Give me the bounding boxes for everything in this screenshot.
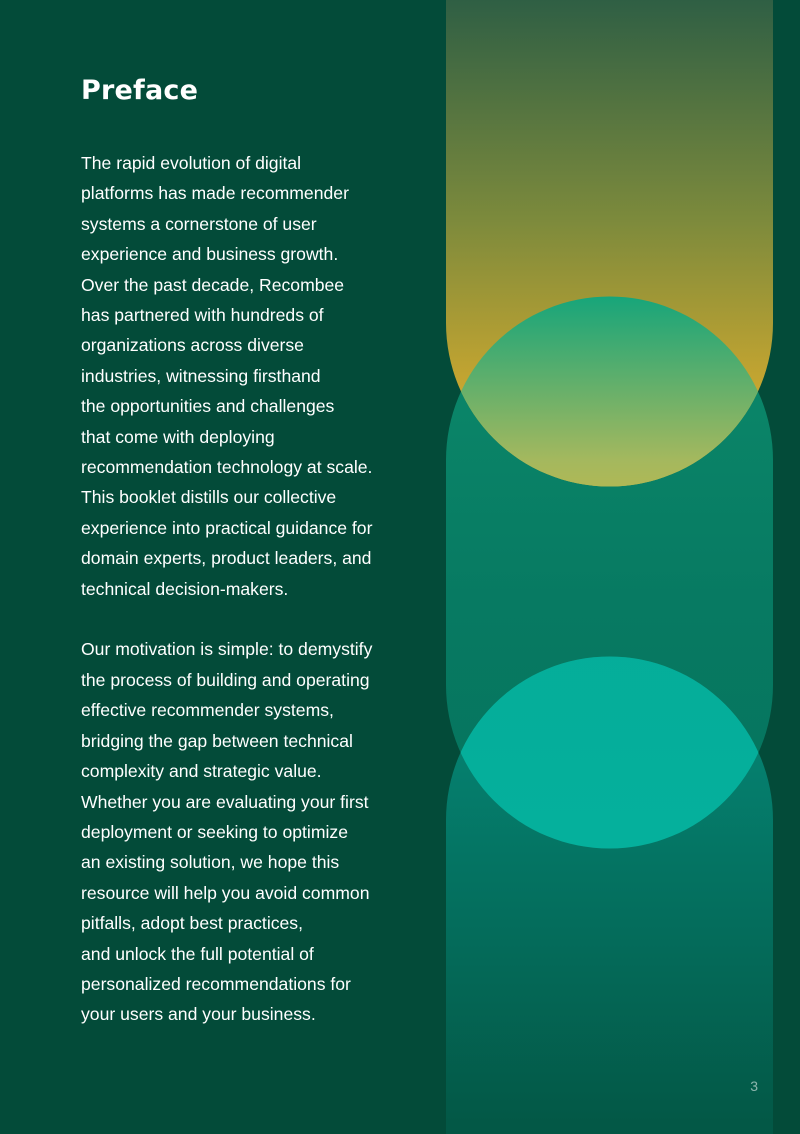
text-line: your users and your business. (81, 1004, 316, 1025)
text-line: Over the past decade, Recombee (81, 274, 345, 295)
text-line: effective recommender systems, (81, 700, 334, 721)
text-line: experience and business growth. (81, 244, 339, 265)
text-line: complexity and strategic value. (81, 761, 322, 782)
text-line: the opportunities and challenges (81, 396, 335, 417)
text-line: personalized recommendations for (81, 973, 351, 994)
text-line: Whether you are evaluating your first (81, 791, 369, 812)
text-line: systems a cornerstone of user (81, 213, 317, 234)
preface-body (81, 148, 421, 1030)
text-line: domain experts, product leaders, and (81, 548, 372, 569)
text-line: platforms has made recommender (81, 183, 349, 204)
page-title: Preface (81, 75, 199, 106)
text-line: Our motivation is simple: to demystify (81, 639, 373, 660)
text-line: bridging the gap between technical (81, 730, 353, 751)
text-line: that come with deploying (81, 426, 275, 447)
text-line: pitfalls, adopt best practices, (81, 913, 303, 934)
text-line: the process of building and operating (81, 669, 370, 690)
text-line: and unlock the full potential of (81, 943, 314, 964)
text-line: deployment or seeking to optimize (81, 821, 348, 842)
text-line: has partnered with hundreds of (81, 305, 324, 326)
text-line: The rapid evolution of digital (81, 153, 302, 173)
text-line: experience into practical guidance for (81, 517, 373, 538)
paragraph-2 (81, 634, 421, 1029)
text-line: an existing solution, we hope this (81, 852, 340, 873)
text-line: organizations across diverse (81, 335, 304, 356)
paragraph-1 (81, 148, 421, 604)
text-line: industries, witnessing firsthand (81, 365, 321, 386)
text-line: resource will help you avoid common (81, 882, 370, 903)
page-number: 3 (750, 1078, 758, 1094)
text-line: technical decision-makers. (81, 578, 289, 599)
text-line: recommendation technology at scale. (81, 457, 373, 478)
text-line: This booklet distills our collective (81, 487, 337, 508)
